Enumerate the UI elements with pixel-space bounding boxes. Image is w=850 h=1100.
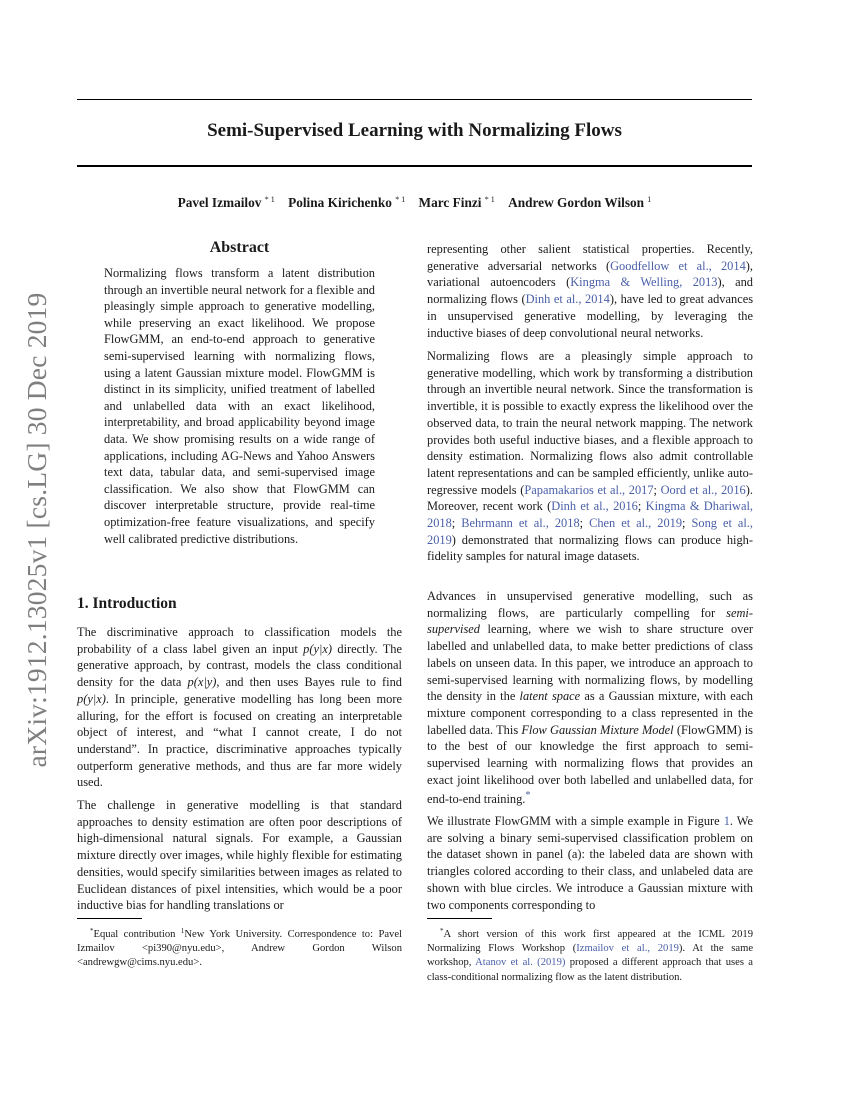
author-name: Polina Kirichenko (288, 195, 392, 210)
citation-link[interactable]: Papamakarios et al., 2017 (524, 482, 654, 497)
citation-link[interactable]: Kingma & Dhariwal, 2018 (427, 499, 754, 531)
citation-link[interactable]: Goodfellow et al., 2014 (610, 258, 746, 273)
author-name: Marc Finzi (418, 195, 482, 210)
abstract-text: Normalizing flows transform a latent distribution through an invertible neural network for a flexible and pleasingly simple approach to generative modelling, while preserving an exact likelihood. We propose FlowGMM, an end-to-end approach to generative semi-supervised learning with normalizing flows, using a latent Gaussian mixture model. FlowGMM is distinct in its simplicity, unified treatment of labelled and unlabelled data with an exact likelihood, interpretability, and broad applicability beyond image data. We show promising results on a wide range of applications, including AG-News and Yahoo Answers text data, tabular data, and semi-supervised image classification. We also show that FlowGMM can discover interpretable structure, provide real-time optimization-free feature visualizations, and specify well calibrated predictive distributions. (104, 266, 375, 546)
citation-link[interactable]: Kingma & Welling, 2013 (570, 275, 718, 290)
author-marks: * 1 (484, 195, 495, 204)
citation-link[interactable]: Dinh et al., 2016 (551, 499, 638, 514)
math-expression: p(y|x) (303, 641, 333, 656)
intro-paragraph-4: Normalizing flows are a pleasingly simple approach to generative modelling, which work by transforming a distribution through an invertible neural network. Since the transformation is invertible, it is possible to exactly express the likelihood over the observed data, to train the neural network mapping. The network provides both useful inductive biases, and a flexible approach to density estimation. Normalizing flows also admit controllable latent representations and can be sampled efficiently, unlike auto-regressive models (Papamakarios et al., 2017; Oord et al., 2016). Moreover, recent work (Dinh et al., 2016; Kingma & Dhariwal, 2018; Behrmann et al., 2018; Chen et al., 2019; Song et al., 2019) demonstrated that normalizing flows can produce high-fidelity samples for natural image datasets. (427, 349, 754, 564)
intro-paragraph-2: The challenge in generative modelling is that standard approaches to density estimation are often poor descriptions of high-dimensional natural signals. For example, a Gaussian mixture directly over images, while highly flexible for estimating densities, would specify similarities between images as related to Euclidean distances of pixel intensities, which would be a poor inductive bias for handling translations or (77, 798, 402, 913)
citation-link[interactable]: Oord et al., 2016 (660, 482, 746, 497)
footnote-rule (77, 918, 142, 919)
author-marks: * 1 (395, 195, 406, 204)
intro-paragraph-5: Advances in unsupervised generative modelling, such as normalizing flows, are particularly compelling for semi-supervised learning, where we wish to share structure over labelled and unlabelled data, to make better predictions of class labels on unseen data. In this paper, we introduce an approach to semi-supervised learning with normalizing flows, by modelling the density in the latent space as a Gaussian mixture, with each mixture component corresponding to a class represented in the labelled data. This Flow Gaussian Mixture Model (FlowGMM) is to the best of our knowledge the first approach to semi-supervised learning with normalizing flows that provides an exact joint likelihood over both labelled and unlabelled data, for end-to-end training.* (427, 589, 754, 807)
citation-link[interactable]: Atanov et al. (2019) (475, 957, 566, 969)
emphasis: semi-supervised (427, 605, 753, 637)
intro-paragraph-3: representing other salient statistical properties. Recently, generative adversarial networks (Goodfellow et al., 2014), variational autoencoders (Kingma & Welling, 2013), and normalizing flows (Dinh et al., 2014), have led to great advances in unsupervised generative modelling, by leveraging the inductive biases of deep convolutional neural networks. (427, 242, 754, 340)
citation-link[interactable]: Behrmann et al., 2018 (461, 516, 580, 531)
section-heading-introduction: 1. Introduction (77, 595, 177, 612)
emphasis: latent space (519, 689, 581, 704)
footnote-affiliation: *Equal contribution $^1$New York University. Correspondence to: Pavel Izmailov <pi390@nyu.edu>, Andrew Gordon Wilson <andrewgw@cims.nyu.edu>. (77, 927, 402, 969)
citation-link[interactable]: Chen et al., 2019 (589, 516, 683, 531)
figure-reference-link[interactable]: 1 (723, 814, 730, 828)
citation-link[interactable]: Song et al., 2019 (427, 516, 754, 547)
paper-title: Semi-Supervised Learning with Normalizing Flows (207, 120, 622, 141)
citation-link[interactable]: Izmailov et al., 2019 (576, 943, 679, 955)
author (419, 195, 495, 210)
intro-paragraph-1: The discriminative approach to classification models the probability of a class label given an input p(y|x) directly. The generative approach, by contrast, models the class conditional density for the data p(x|y), and then uses Bayes rule to find p(y|x). In principle, generative modelling has long been more alluring, for the effort is focused on creating an interpretable object of interest, and “what I cannot create, I do not understand”. In practice, discriminative approaches typically outperform generative methods, and thus are far more widely used. (77, 625, 402, 790)
title-top-rule (77, 99, 752, 100)
footnote-workshop: *A short version of this work first appeared at the ICML 2019 Normalizing Flows Workshop (Izmailov et al., 2019). At the same workshop, Atanov et al. (2019) proposed a different approach that uses a class-conditional normalizing flow as the latent distribution. (427, 927, 754, 983)
author-name: Andrew Gordon Wilson (508, 195, 645, 210)
author-marks: 1 (647, 195, 652, 204)
footnote-mark-link[interactable]: * (525, 790, 531, 802)
author-marks: * 1 (264, 195, 275, 204)
math-expression: p(x|y) (187, 675, 217, 690)
author (288, 195, 405, 210)
abstract-heading: Abstract (209, 239, 270, 256)
citation-link[interactable]: Dinh et al., 2014 (525, 292, 610, 307)
author (178, 195, 275, 210)
author-list (77, 195, 752, 211)
intro-paragraph-6: We illustrate FlowGMM with a simple example in Figure 1. We are solving a binary semi-supervised classification problem on the dataset shown in panel (a): the labeled data are shown with triangles colored according to their class, and unlabeled data are shown with blue circles. We introduce a Gaussian mixture with two components corresponding to (427, 814, 753, 912)
emphasis: Flow Gaussian Mixture Model (521, 722, 674, 737)
title-bottom-rule (77, 165, 752, 167)
math-expression: p(y|x) (77, 691, 106, 706)
author-name: Pavel Izmailov (177, 195, 262, 210)
footnote-rule (427, 918, 492, 919)
author (508, 195, 651, 210)
arxiv-stamp: arXiv:1912.13025v1 [cs.LG] 30 Dec 2019 (21, 292, 52, 768)
